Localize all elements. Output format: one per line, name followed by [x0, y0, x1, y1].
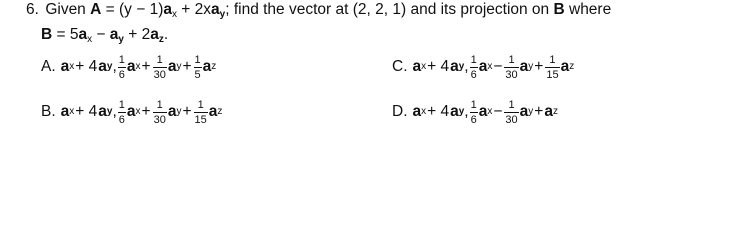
- option-text: + 4: [427, 103, 450, 120]
- fraction-denominator: 6: [118, 68, 125, 81]
- unit-vector: a: [478, 58, 488, 75]
- option-text: +: [141, 103, 151, 120]
- fraction-denominator: 15: [546, 68, 559, 81]
- subscript: y: [458, 106, 465, 117]
- subscript: x: [171, 9, 177, 20]
- fraction-numerator: 1: [549, 53, 556, 66]
- stem-text: + 2: [123, 26, 151, 43]
- fraction: [470, 54, 478, 81]
- subscript: y: [458, 61, 465, 72]
- option-text: + 4: [427, 58, 450, 75]
- subscript: y: [106, 106, 113, 117]
- option-text: ,: [112, 58, 117, 75]
- unit-vector: a: [167, 58, 177, 75]
- unit-vector: a: [560, 58, 570, 75]
- fraction-denominator: 15: [194, 113, 207, 126]
- option-text: +: [534, 103, 544, 120]
- fraction: [118, 54, 126, 81]
- option-text: +: [182, 103, 192, 120]
- fraction-denominator: 30: [153, 113, 166, 126]
- option-b[interactable]: B. a x + 4 a y , $\frac{1}{6}$ a x + $\frac{1}{30}$ a y + $\frac{1}{15}$ a z: [41, 98, 223, 126]
- option-text: ,: [112, 103, 117, 120]
- fraction-numerator: 1: [156, 98, 163, 111]
- fraction-numerator: 1: [194, 53, 201, 66]
- fraction: [194, 54, 202, 81]
- option-d[interactable]: D. a x + 4 a y , $\frac{1}{6}$ a x − $\frac{1}{30}$ a y + a z: [392, 98, 558, 126]
- unit-vector: a: [202, 58, 212, 75]
- unit-vector: a: [78, 26, 88, 43]
- unit-vector: a: [126, 58, 136, 75]
- option-letter: D.: [392, 103, 408, 120]
- subscript: y: [106, 61, 113, 72]
- option-text: +: [534, 58, 544, 75]
- option-text: +: [182, 58, 192, 75]
- fraction-numerator: 1: [197, 98, 204, 111]
- unit-vector: a: [109, 26, 119, 43]
- subscript: y: [118, 34, 124, 45]
- fraction-numerator: 1: [118, 53, 125, 66]
- stem-text: ; find the vector at (2, 2, 1) and its projection on: [225, 1, 554, 18]
- unit-vector: a: [450, 58, 459, 75]
- unit-vector: a: [544, 103, 553, 120]
- unit-vector: a: [519, 103, 529, 120]
- option-text: +: [141, 58, 151, 75]
- fraction: [504, 54, 518, 81]
- fraction-numerator: 1: [508, 98, 515, 111]
- unit-vector: a: [60, 58, 70, 75]
- unit-vector: a: [450, 103, 459, 120]
- unit-vector: a: [478, 103, 488, 120]
- unit-vector: a: [412, 103, 422, 120]
- fraction: [153, 54, 167, 81]
- fraction-denominator: 6: [118, 113, 125, 126]
- unit-vector: a: [163, 1, 172, 18]
- subscript: z: [158, 34, 164, 45]
- question-stem-line-2: [41, 26, 168, 44]
- unit-vector: a: [98, 103, 107, 120]
- unit-vector: a: [208, 103, 218, 120]
- unit-vector: a: [412, 58, 422, 75]
- unit-vector: a: [519, 58, 529, 75]
- fraction: [504, 99, 518, 126]
- option-text: + 4: [75, 58, 98, 75]
- fraction-denominator: 6: [470, 113, 477, 126]
- fraction-numerator: 1: [118, 98, 125, 111]
- option-letter: B.: [41, 103, 56, 120]
- option-text: ,: [464, 58, 469, 75]
- fraction-denominator: 6: [470, 68, 477, 81]
- fraction-numerator: 1: [508, 53, 515, 66]
- unit-vector: a: [126, 103, 136, 120]
- option-text: ,: [464, 103, 469, 120]
- vector-A: A: [90, 1, 102, 18]
- stem-text: −: [92, 26, 110, 43]
- fraction-numerator: 1: [156, 53, 163, 66]
- unit-vector: a: [150, 26, 159, 43]
- fraction-denominator: 30: [153, 68, 166, 81]
- fraction: [118, 99, 126, 126]
- subscript: x: [87, 34, 93, 45]
- option-text: −: [493, 103, 503, 120]
- fraction-denominator: 5: [194, 68, 201, 81]
- unit-vector: a: [167, 103, 177, 120]
- vector-B: B: [41, 26, 53, 43]
- stem-text: = (y − 1): [101, 1, 164, 18]
- option-a[interactable]: A. a x + 4 a y , $\frac{1}{6}$ a x + $\frac{1}{30}$ a y + $\frac{1}{5}$ a z: [41, 53, 217, 81]
- fraction-numerator: 1: [470, 53, 477, 66]
- option-letter: C.: [392, 58, 408, 75]
- option-text: + 4: [75, 103, 98, 120]
- option-c[interactable]: C. a x + 4 a y , $\frac{1}{6}$ a x − $\frac{1}{30}$ a y + $\frac{1}{15}$ a z: [392, 53, 575, 81]
- question-number: 6.: [26, 1, 39, 18]
- fraction: [153, 99, 167, 126]
- fraction-denominator: 30: [505, 68, 518, 81]
- option-text: −: [493, 58, 503, 75]
- stem-text: + 2x: [176, 1, 212, 18]
- question-stem-line-1: [26, 1, 611, 19]
- stem-text: .: [163, 26, 169, 43]
- subscript: y: [219, 9, 226, 20]
- fraction: [194, 99, 208, 126]
- fraction: [545, 54, 559, 81]
- option-letter: A.: [41, 58, 56, 75]
- stem-text: Given: [45, 1, 91, 18]
- unit-vector: a: [98, 58, 107, 75]
- unit-vector: a: [211, 1, 220, 18]
- fraction: [470, 99, 478, 126]
- fraction-numerator: 1: [470, 98, 477, 111]
- stem-text: where: [564, 1, 612, 18]
- fraction-denominator: 30: [505, 113, 518, 126]
- unit-vector: a: [60, 103, 70, 120]
- vector-B: B: [553, 1, 565, 18]
- stem-text: = 5: [52, 26, 79, 43]
